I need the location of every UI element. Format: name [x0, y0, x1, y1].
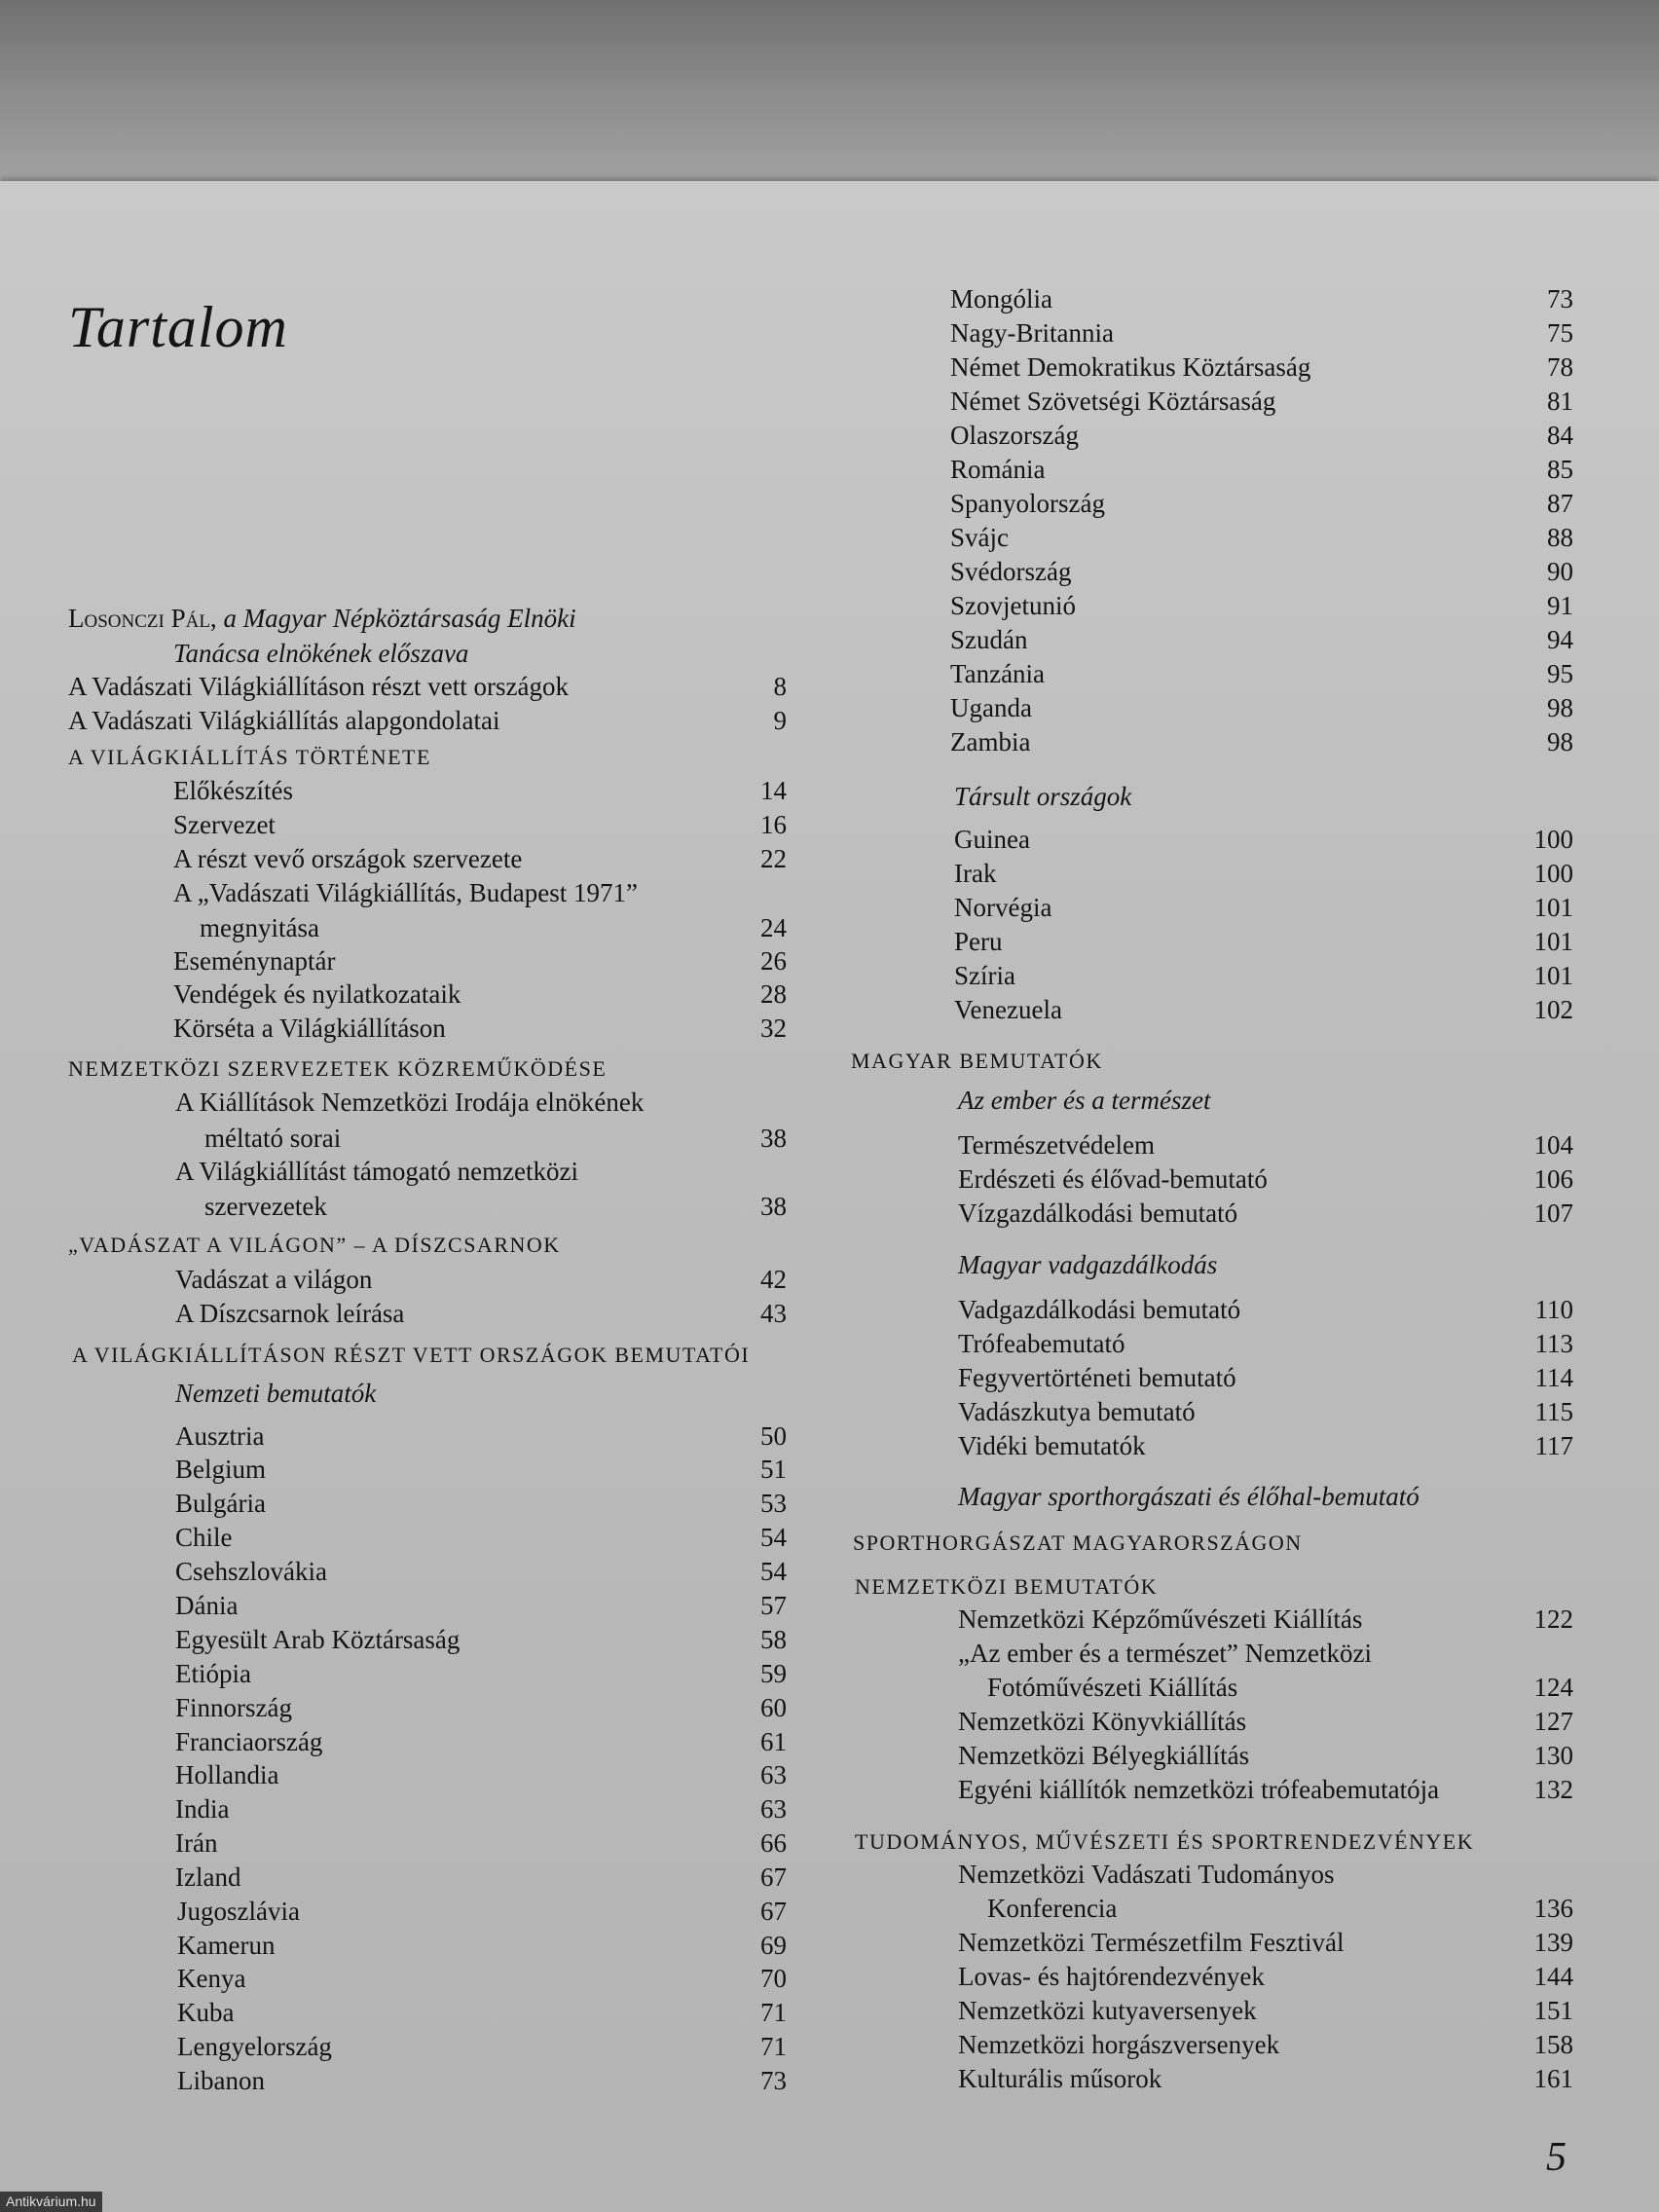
toc-entry-title: Lengyelország — [177, 2032, 332, 2061]
toc-entry-title: Magyar vadgazdálkodás — [958, 1250, 1218, 1279]
toc-entry-title: Etiópia — [175, 1659, 251, 1688]
toc-page-number: 32 — [760, 1014, 787, 1043]
toc-page-number: 91 — [1547, 591, 1573, 620]
watermark: Antikvárium.hu — [0, 2192, 102, 2212]
toc-page-number: 94 — [1547, 625, 1573, 654]
toc-page-number: 98 — [1547, 693, 1573, 722]
toc-entry-title: Kenya — [177, 1964, 246, 1993]
toc-entry-title: Magyar sporthorgászati és élőhal-bemutató — [958, 1482, 1419, 1511]
toc-entry-title: A Vadászati Világkiállítás alapgondolatai — [68, 706, 500, 735]
toc-page-number: 38 — [760, 1124, 787, 1153]
toc-entry-title: Nemzetközi Bélyegkiállítás — [958, 1741, 1250, 1770]
toc-entry-title: Vadászkutya bemutató — [958, 1397, 1196, 1426]
toc-page-number: 73 — [760, 2066, 787, 2095]
toc-section-heading — [855, 1570, 1573, 1604]
toc-page-number: 95 — [1547, 659, 1573, 688]
toc-section-heading — [853, 1527, 1573, 1560]
toc-entry-title: A Világkiállítást támogató nemzetközi — [175, 1157, 579, 1186]
toc-entry-title: Kuba — [177, 1998, 235, 2027]
toc-entry-title: Nemzetközi Képzőművészeti Kiállítás — [958, 1604, 1363, 1634]
toc-entry-title: szervezetek — [204, 1192, 327, 1221]
toc-entry-title: Vadgazdálkodási bemutató — [958, 1295, 1241, 1324]
toc-subsection-heading — [958, 1480, 1573, 1513]
toc-page-number: 59 — [760, 1659, 787, 1688]
toc-entry-title: Konferencia — [987, 1894, 1118, 1923]
toc-entry — [950, 350, 1573, 384]
toc-page-number: 100 — [1533, 859, 1573, 888]
toc-entry-title: India — [175, 1794, 230, 1824]
toc-page-number: 88 — [1547, 523, 1573, 552]
toc-page-number: 101 — [1533, 927, 1573, 956]
toc-entry — [954, 857, 1573, 890]
toc-entry — [950, 521, 1573, 554]
toc-page-number: 110 — [1534, 1295, 1573, 1324]
toc-entry-title: Nemzetközi kutyaversenyek — [958, 1996, 1257, 2025]
toc-page-number: 53 — [760, 1489, 787, 1518]
toc-entry — [954, 891, 1573, 924]
toc-page-number: 66 — [760, 1828, 787, 1858]
toc-entry-title: Olaszország — [950, 421, 1079, 450]
toc-entry — [958, 1162, 1573, 1196]
toc-entry — [958, 1773, 1573, 1806]
toc-section-heading — [855, 1825, 1573, 1859]
toc-entry-title: Egyéni kiállítók nemzetközi trófeabemutatója — [958, 1775, 1440, 1804]
toc-page-number: 84 — [1547, 421, 1573, 450]
toc-page-number: 71 — [760, 1998, 787, 2027]
toc-entry-title: Körséta a Világkiállításon — [173, 1014, 446, 1043]
toc-entry — [950, 419, 1573, 452]
toc-page-number: 57 — [760, 1591, 787, 1620]
toc-page-number: 58 — [760, 1625, 787, 1654]
toc-page-number: 98 — [1547, 727, 1573, 756]
toc-page-number: 136 — [1533, 1894, 1573, 1923]
toc-page-number: 101 — [1533, 893, 1573, 922]
toc-entry-title: Német Szövetségi Köztársaság — [950, 387, 1276, 416]
toc-entry-title: Hollandia — [175, 1760, 279, 1789]
toc-page-number: 38 — [760, 1192, 787, 1221]
toc-entry — [958, 1926, 1573, 1959]
toc-entry-title: Fotóművészeti Kiállítás — [987, 1673, 1238, 1702]
toc-entry-title: Spanyolország — [950, 489, 1105, 518]
toc-entry-title: A Kiállítások Nemzetközi Irodája elnökének — [175, 1088, 645, 1117]
toc-entry-title: A részt vevő országok szervezete — [173, 844, 523, 873]
toc-page-number: 16 — [760, 810, 787, 839]
toc-entry — [950, 589, 1573, 622]
toc-entry — [950, 316, 1573, 350]
toc-entry-title: Izland — [175, 1862, 241, 1892]
toc-entry-title: Trófeabemutató — [958, 1329, 1125, 1358]
toc-entry-title: Nemzetközi horgászversenyek — [958, 2030, 1280, 2059]
toc-entry-title: Vidéki bemutatók — [958, 1431, 1146, 1460]
toc-entry-title: NEMZETKÖZI SZERVEZETEK KÖZREMŰKÖDÉSE — [68, 1056, 608, 1081]
toc-page-number: 87 — [1547, 489, 1573, 518]
toc-page-number: 54 — [760, 1557, 787, 1586]
toc-entry-title: Uganda — [950, 693, 1032, 722]
toc-page-number: 54 — [760, 1523, 787, 1552]
toc-page-number: 139 — [1533, 1928, 1573, 1957]
toc-page-number: 114 — [1534, 1363, 1573, 1392]
toc-entry-title: Jugoszlávia — [177, 1897, 300, 1926]
toc-entry-title: A Vadászati Világkiállításon részt vett országok — [68, 672, 570, 701]
toc-page-number: 42 — [760, 1265, 787, 1294]
toc-entry-title: Német Demokratikus Köztársaság — [950, 352, 1311, 382]
toc-entry-title: SPORTHORGÁSZAT MAGYARORSZÁGON — [853, 1530, 1303, 1555]
preface-author: Losonczi Pál, — [68, 604, 217, 633]
toc-page-number: 61 — [760, 1727, 787, 1756]
toc-entry — [987, 1892, 1573, 1925]
toc-entry-title: Nemzetközi Vadászati Tudományos — [958, 1860, 1335, 1889]
toc-entry — [950, 725, 1573, 758]
page-title: Tartalom — [68, 295, 288, 359]
toc-entry — [954, 993, 1573, 1026]
toc-page-number: 130 — [1533, 1741, 1573, 1770]
toc-entry — [954, 925, 1573, 958]
toc-entry-title: Nagy-Britannia — [950, 318, 1114, 348]
toc-entry — [958, 1429, 1573, 1462]
toc-entry-title: Vendégek és nyilatkozataik — [173, 979, 461, 1009]
toc-page-number: 90 — [1547, 557, 1573, 586]
toc-page-number: 81 — [1547, 387, 1573, 416]
toc-page-number: 50 — [760, 1421, 787, 1451]
toc-page-number: 9 — [773, 706, 787, 735]
toc-entry-title: Mongólia — [950, 284, 1052, 313]
toc-entry-title: A VILÁGKIÁLLÍTÁS TÖRTÉNETE — [68, 745, 431, 769]
toc-entry — [950, 453, 1573, 486]
toc-entry — [950, 487, 1573, 520]
toc-entry — [954, 959, 1573, 992]
toc-page-number: 158 — [1533, 2030, 1573, 2059]
toc-entry-title: megnyitása — [200, 913, 319, 942]
toc-page-number: 67 — [760, 1862, 787, 1892]
toc-entry — [958, 1637, 1573, 1670]
toc-entry-title: Tanzánia — [950, 659, 1046, 688]
toc-entry-title: Libanon — [177, 2066, 265, 2095]
toc-entry-title: Zambia — [950, 727, 1031, 756]
toc-page-number: 24 — [760, 913, 787, 942]
toc-page-number: 28 — [760, 979, 787, 1009]
toc-entry — [958, 1960, 1573, 1993]
toc-entry-title: Előkészítés — [173, 776, 293, 805]
toc-page-number: 151 — [1533, 1996, 1573, 2025]
toc-page-number: 60 — [760, 1693, 787, 1722]
toc-page-number: 132 — [1533, 1775, 1573, 1804]
toc-entry-title: A „Vadászati Világkiállítás, Budapest 1971” — [173, 878, 639, 907]
toc-page-number: 51 — [760, 1455, 787, 1484]
toc-page-number: 100 — [1533, 825, 1573, 854]
toc-entry — [954, 823, 1573, 856]
toc-entry-title: Egyesült Arab Köztársaság — [175, 1625, 461, 1654]
toc-page-number: 124 — [1533, 1673, 1573, 1702]
toc-entry-title: Kulturális műsorok — [958, 2064, 1162, 2093]
toc-entry — [958, 2062, 1573, 2095]
toc-page-number: 101 — [1533, 961, 1573, 990]
toc-page-number: 69 — [760, 1931, 787, 1960]
toc-entry-title: Szudán — [950, 625, 1028, 654]
toc-page-number: 144 — [1533, 1962, 1573, 1991]
toc-entry — [958, 1739, 1573, 1772]
toc-entry — [958, 1197, 1573, 1230]
toc-section-heading — [851, 1045, 1573, 1078]
toc-page-number: 102 — [1533, 995, 1573, 1024]
toc-entry-title: Peru — [954, 927, 1003, 956]
toc-entry-title: Szovjetunió — [950, 591, 1076, 620]
toc-page-number: 115 — [1534, 1397, 1573, 1426]
toc-entry-title: Bulgária — [175, 1489, 266, 1518]
toc-entry — [958, 1128, 1573, 1161]
toc-entry-title: Irak — [954, 859, 997, 888]
toc-entry-title: Nemzetközi Természetfilm Fesztivál — [958, 1928, 1345, 1957]
toc-entry-title: Társult országok — [954, 782, 1132, 811]
toc-page-number: 75 — [1547, 318, 1573, 348]
toc-entry-title: NEMZETKÖZI BEMUTATÓK — [855, 1574, 1159, 1599]
toc-entry-title: Belgium — [175, 1455, 266, 1484]
toc-page-number: 73 — [1547, 284, 1573, 313]
toc-entry — [958, 2028, 1573, 2061]
toc-entry-title: Szíria — [954, 961, 1015, 990]
toc-page-number: 26 — [760, 946, 787, 976]
toc-page-number: 161 — [1533, 2064, 1573, 2093]
toc-page-number: 63 — [760, 1794, 787, 1824]
toc-entry-title: Venezuela — [954, 995, 1062, 1024]
toc-entry-title: Fegyvertörténeti bemutató — [958, 1363, 1236, 1392]
toc-entry-title: Nemzeti bemutatók — [175, 1379, 377, 1408]
toc-entry — [950, 555, 1573, 588]
toc-entry-title: Guinea — [954, 825, 1030, 854]
toc-entry-title: „Az ember és a természet” Nemzetközi — [958, 1639, 1373, 1668]
toc-entry-title: Svédország — [950, 557, 1072, 586]
toc-subsection-heading — [958, 1084, 1573, 1117]
toc-page-number: 78 — [1547, 352, 1573, 382]
toc-page-number: 107 — [1533, 1198, 1573, 1228]
toc-entry-title: méltató sorai — [204, 1124, 342, 1153]
toc-page-number: 22 — [760, 844, 787, 873]
toc-entry — [987, 1671, 1573, 1704]
toc-entry-title: Románia — [950, 455, 1046, 484]
toc-entry-title: A VILÁGKIÁLLÍTÁSON RÉSZT VETT ORSZÁGOK BEMUTATÓI — [72, 1343, 751, 1367]
toc-entry-title: Ausztria — [175, 1421, 265, 1451]
toc-entry-title: Franciaország — [175, 1727, 323, 1756]
toc-entry-title: Finnország — [175, 1693, 292, 1722]
toc-entry-title: Az ember és a természet — [958, 1086, 1211, 1115]
toc-entry-title: Csehszlovákia — [175, 1557, 327, 1586]
toc-page-number: 63 — [760, 1760, 787, 1789]
toc-subsection-heading — [954, 780, 1573, 813]
toc-entry-title: TUDOMÁNYOS, MŰVÉSZETI ÉS SPORTRENDEZVÉNYEK — [855, 1829, 1475, 1854]
toc-subsection-heading — [958, 1248, 1573, 1281]
toc-page-number: 43 — [760, 1299, 787, 1328]
toc-entry — [958, 1293, 1573, 1326]
toc-page-number: 127 — [1533, 1707, 1573, 1736]
toc-entry-title: Dánia — [175, 1591, 239, 1620]
toc-entry-title: Szervezet — [173, 810, 276, 839]
page-number: 5 — [1546, 2135, 1567, 2180]
toc-entry-title: Lovas- és hajtórendezvények — [958, 1962, 1265, 1991]
toc-page-number: 67 — [760, 1897, 787, 1926]
toc-entry — [958, 1395, 1573, 1428]
toc-entry — [958, 1327, 1573, 1360]
toc-page-number: 117 — [1534, 1431, 1573, 1460]
toc-entry-title: Kamerun — [177, 1931, 276, 1960]
toc-entry-title: Eseménynaptár — [173, 946, 336, 976]
toc-page-number: 85 — [1547, 455, 1573, 484]
toc-page-number: 106 — [1533, 1164, 1573, 1194]
toc-entry-title: Vízgazdálkodási bemutató — [958, 1198, 1238, 1228]
toc-entry — [958, 1361, 1573, 1394]
toc-entry-title: Svájc — [950, 523, 1009, 552]
toc-entry — [950, 691, 1573, 724]
toc-entry-title: A Díszcsarnok leírása — [175, 1299, 405, 1328]
preface-line-2: Tanácsa elnökének előszava — [173, 639, 469, 668]
toc-page-number: 8 — [773, 672, 787, 701]
toc-entry — [958, 1705, 1573, 1738]
toc-entry — [950, 623, 1573, 656]
toc-entry-title: Norvégia — [954, 893, 1052, 922]
toc-entry-title: Irán — [175, 1828, 218, 1858]
toc-entry-title: MAGYAR BEMUTATÓK — [851, 1049, 1103, 1073]
preface-title: a Magyar Népköztársaság Elnöki — [223, 604, 576, 633]
toc-entry-title: „VADÁSZAT A VILÁGON” – A DÍSZCSARNOK — [68, 1233, 561, 1257]
toc-entry-title: Nemzetközi Könyvkiállítás — [958, 1707, 1247, 1736]
toc-entry — [950, 282, 1573, 315]
toc-entry — [958, 1994, 1573, 2027]
toc-entry — [958, 1858, 1573, 1891]
toc-entry-title: Természetvédelem — [958, 1130, 1155, 1160]
toc-page-number: 122 — [1533, 1604, 1573, 1634]
toc-entry — [958, 1603, 1573, 1636]
toc-entry-title: Erdészeti és élővad-bemutató — [958, 1164, 1268, 1194]
toc-entry-title: Chile — [175, 1523, 233, 1552]
toc-page-number: 70 — [760, 1964, 787, 1993]
toc-page-number: 71 — [760, 2032, 787, 2061]
toc-page-number: 113 — [1534, 1329, 1573, 1358]
toc-page-number: 14 — [760, 776, 787, 805]
toc-entry — [950, 657, 1573, 690]
toc-page-number: 104 — [1533, 1130, 1573, 1160]
toc-entry-title: Vadászat a világon — [175, 1265, 373, 1294]
toc-entry — [950, 385, 1573, 418]
